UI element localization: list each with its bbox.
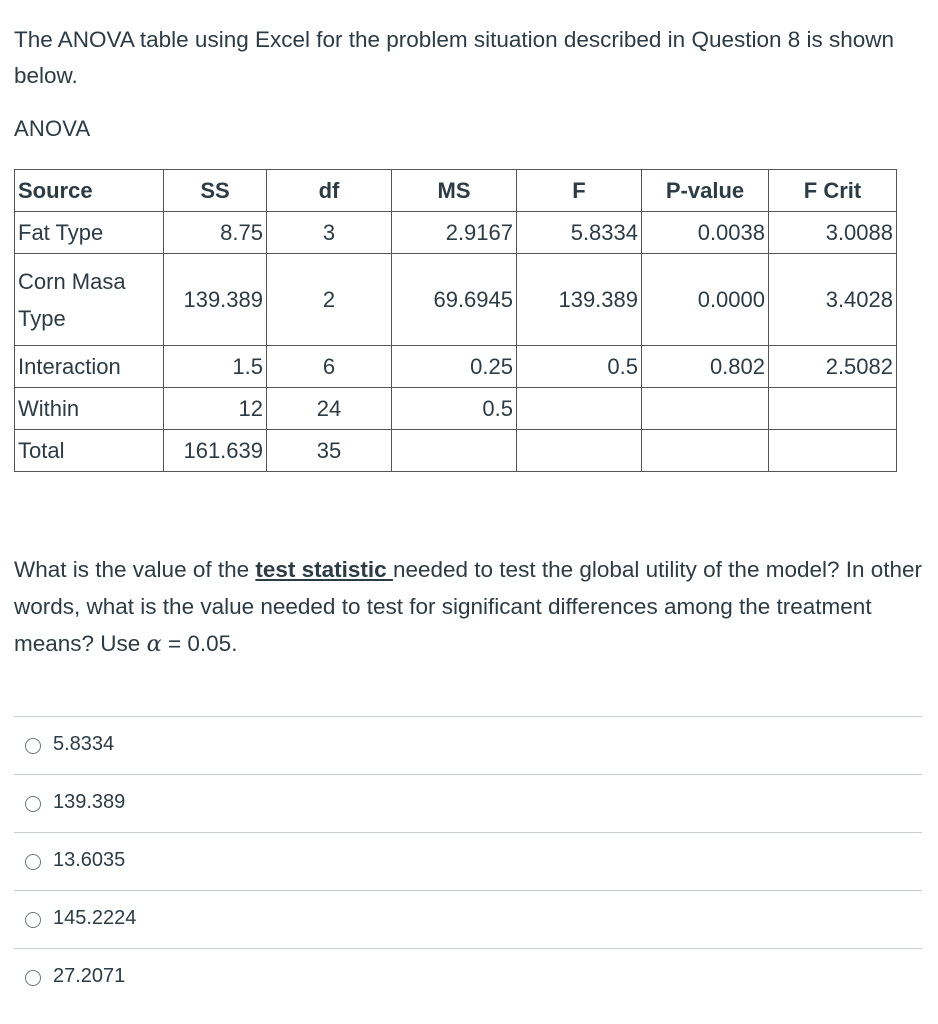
table-row xyxy=(15,254,897,346)
cell-f: 0.5 xyxy=(517,346,642,388)
answer-option[interactable] xyxy=(14,774,922,832)
header-source: Source xyxy=(15,170,164,212)
cell-p-value xyxy=(642,388,769,430)
answer-option[interactable] xyxy=(14,948,922,1006)
radio-button[interactable] xyxy=(25,912,41,928)
answer-label[interactable]: 139.389 xyxy=(53,791,126,813)
cell-ss: 8.75 xyxy=(164,212,267,254)
header-ss: SS xyxy=(164,170,267,212)
cell-ms xyxy=(392,430,517,472)
cell-f xyxy=(517,388,642,430)
cell-source: Corn Masa Type xyxy=(15,254,164,346)
cell-p-value: 0.0038 xyxy=(642,212,769,254)
table-row xyxy=(15,388,897,430)
alpha-symbol: α xyxy=(146,631,162,657)
header-df: df xyxy=(267,170,392,212)
cell-p-value: 0.0000 xyxy=(642,254,769,346)
intro-text: The ANOVA table using Excel for the problem situation described in Question 8 is shown below. xyxy=(14,27,895,88)
table-row xyxy=(15,346,897,388)
question-part-2: needed to test the global utility of the model? In other words, what is the value needed to test for significant differences among the treatment means? Use xyxy=(14,557,923,656)
radio-button[interactable] xyxy=(25,854,41,870)
cell-f-crit: 3.0088 xyxy=(769,212,897,254)
anova-heading: ANOVA xyxy=(14,116,91,141)
table-header-row xyxy=(15,170,897,212)
cell-df: 24 xyxy=(267,388,392,430)
radio-button[interactable] xyxy=(25,738,41,754)
table-row xyxy=(15,430,897,472)
cell-f-crit: 2.5082 xyxy=(769,346,897,388)
cell-ss: 12 xyxy=(164,388,267,430)
answer-label[interactable]: 13.6035 xyxy=(53,849,126,871)
answer-label[interactable]: 145.2224 xyxy=(53,907,137,929)
cell-p-value xyxy=(642,430,769,472)
cell-f xyxy=(517,430,642,472)
answer-option[interactable] xyxy=(14,716,922,774)
cell-df: 2 xyxy=(267,254,392,346)
answer-option[interactable] xyxy=(14,890,922,948)
radio-button[interactable] xyxy=(25,796,41,812)
question-part-1: What is the value of the xyxy=(14,557,256,582)
cell-f-crit xyxy=(769,388,897,430)
cell-f: 5.8334 xyxy=(517,212,642,254)
header-ms: MS xyxy=(392,170,517,212)
header-f: F xyxy=(517,170,642,212)
anova-table xyxy=(14,169,897,472)
cell-f-crit xyxy=(769,430,897,472)
answer-option[interactable] xyxy=(14,832,922,890)
cell-ms: 69.6945 xyxy=(392,254,517,346)
table-row xyxy=(15,212,897,254)
cell-ss: 139.389 xyxy=(164,254,267,346)
answer-list xyxy=(14,716,922,1006)
header-p-value: P-value xyxy=(642,170,769,212)
cell-ms: 2.9167 xyxy=(392,212,517,254)
cell-ms: 0.25 xyxy=(392,346,517,388)
cell-source: Within xyxy=(15,388,164,430)
question-part-3: = 0.05. xyxy=(161,631,238,656)
cell-df: 35 xyxy=(267,430,392,472)
cell-source: Fat Type xyxy=(15,212,164,254)
cell-p-value: 0.802 xyxy=(642,346,769,388)
cell-ms: 0.5 xyxy=(392,388,517,430)
cell-source: Total xyxy=(15,430,164,472)
cell-df: 3 xyxy=(267,212,392,254)
cell-ss: 1.5 xyxy=(164,346,267,388)
question-emphasis: test statistic xyxy=(255,557,393,582)
radio-button[interactable] xyxy=(25,970,41,986)
answer-label[interactable]: 27.2071 xyxy=(53,965,126,987)
answer-label[interactable]: 5.8334 xyxy=(53,733,115,755)
cell-ss: 161.639 xyxy=(164,430,267,472)
cell-f-crit: 3.4028 xyxy=(769,254,897,346)
header-f-crit: F Crit xyxy=(769,170,897,212)
cell-f: 139.389 xyxy=(517,254,642,346)
question-text xyxy=(14,551,924,663)
cell-df: 6 xyxy=(267,346,392,388)
cell-source: Interaction xyxy=(15,346,164,388)
